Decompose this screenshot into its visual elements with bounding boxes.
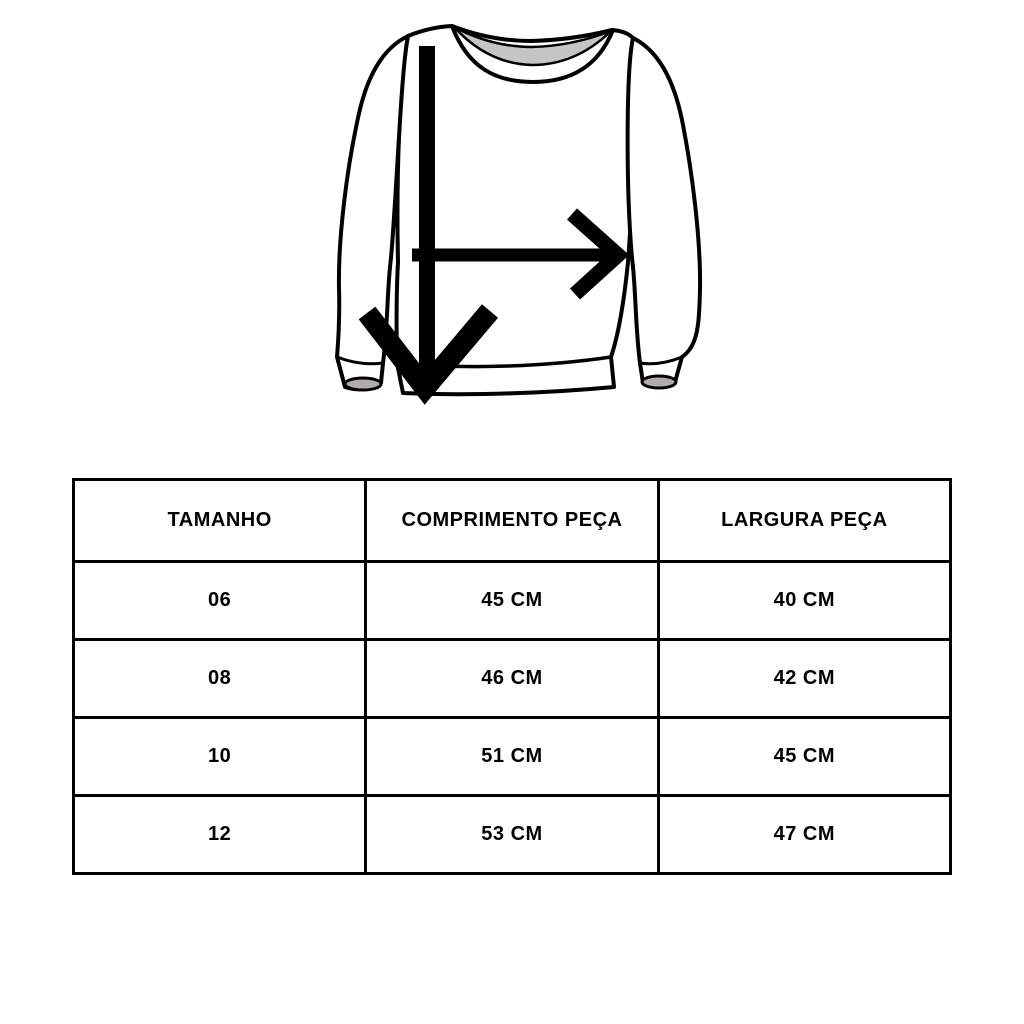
length-value: 46 CM [366,640,658,718]
right-sleeve [628,38,700,386]
width-value: 45 CM [658,718,950,796]
table-header-row [74,480,951,562]
size-value: 10 [74,718,366,796]
table-row [74,796,951,874]
size-value: 08 [74,640,366,718]
size-value: 12 [74,796,366,874]
size-value: 06 [74,562,366,640]
width-value: 47 CM [658,796,950,874]
width-value: 42 CM [658,640,950,718]
header-tamanho: TAMANHO [74,480,366,562]
right-cuff-opening [642,376,676,388]
size-table-header [74,480,951,562]
sweatshirt-measurement-diagram [320,10,720,420]
header-largura-peca: LARGURA PEÇA [658,480,950,562]
size-table [72,478,952,875]
size-table-body [74,562,951,874]
width-value: 40 CM [658,562,950,640]
sweatshirt-illustration [320,10,720,420]
table-row [74,562,951,640]
length-value: 45 CM [366,562,658,640]
table-row [74,718,951,796]
length-value: 51 CM [366,718,658,796]
table-row [74,640,951,718]
header-comprimento-peca: COMPRIMENTO PEÇA [366,480,658,562]
left-cuff-opening [345,378,381,390]
length-value: 53 CM [366,796,658,874]
